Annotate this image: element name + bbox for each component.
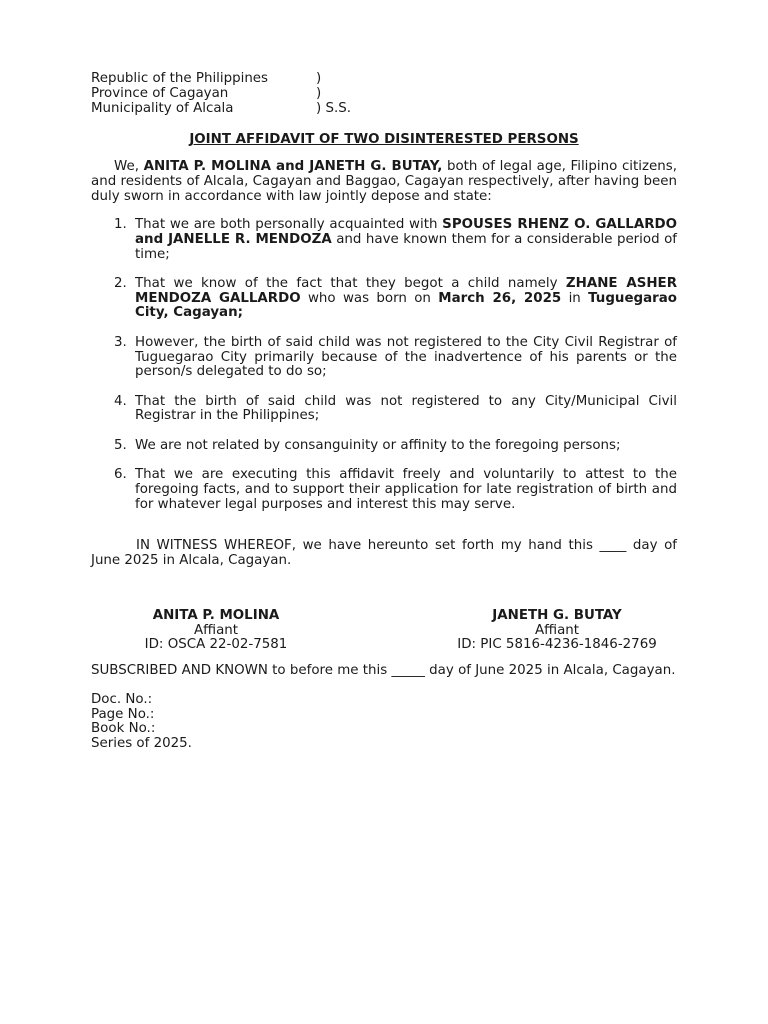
page-number: Page No.: <box>91 706 155 722</box>
book-number: Book No.: <box>91 721 156 737</box>
venue-block <box>91 71 677 116</box>
signatory-role: Affiant <box>193 622 239 638</box>
list-item <box>114 439 677 454</box>
jurat-paragraph: SUBSCRIBED AND KNOWN to before me this _____ day of June 2025 in Alcala, Cagayan. <box>91 663 676 679</box>
statements-list <box>91 218 677 512</box>
signature-block <box>91 609 677 653</box>
signatory-name: JANETH G. BUTAY <box>492 608 622 624</box>
signatory-left <box>91 609 341 653</box>
item-number: 3. <box>114 334 127 350</box>
item-number: 1. <box>114 217 127 232</box>
item-number: 5. <box>114 437 127 453</box>
venue-country: Republic of the Philippines <box>91 71 269 86</box>
signatory-id: ID: PIC 5816-4236-1846-2769 <box>457 637 657 653</box>
item-number: 2. <box>114 275 127 291</box>
intro-rest: both of legal age, Filipino citizens, and residents of Alcala, Cagayan and Baggao, Cagayan respectively, after having been duly sworn in accordance with law jointly depose and state: <box>91 159 677 205</box>
document-title: JOINT AFFIDAVIT OF TWO DISINTERESTED PERSONS <box>189 132 579 147</box>
item-text: That the birth of said child was not registered to any City/Municipal Civil Registrar in the Philippines; <box>135 393 677 424</box>
spouses-names: SPOUSES RHENZ O. GALLARDO and JANELLE R. MENDOZA <box>135 217 677 247</box>
item-text-part: That we are both personally acquainted with <box>135 217 443 232</box>
item-number: 4. <box>114 393 127 409</box>
item-text <box>135 277 677 321</box>
birth-place: Tuguegarao City, Cagayan; <box>135 290 677 321</box>
intro-affiants: ANITA P. MOLINA and JANETH G. BUTAY, <box>143 159 443 174</box>
item-text <box>135 218 677 262</box>
signatory-id: ID: OSCA 22-02-7581 <box>144 637 288 653</box>
series-year: Series of 2025. <box>91 735 192 751</box>
intro-we: We, <box>114 159 144 174</box>
item-text: We are not related by consanguinity or affinity to the foregoing persons; <box>135 437 621 453</box>
list-item <box>114 468 677 512</box>
child-name: ZHANE ASHER MENDOZA GALLARDO <box>135 275 678 306</box>
venue-ss: ) S.S. <box>316 101 351 116</box>
list-item <box>114 336 677 380</box>
item-text-part: who was born on <box>300 290 439 306</box>
birth-date: March 26, 2025 <box>438 290 562 306</box>
list-item <box>114 218 677 262</box>
venue-bracket: ) <box>316 86 322 101</box>
signatory-name: ANITA P. MOLINA <box>152 608 280 624</box>
venue-line <box>91 71 677 86</box>
venue-line <box>91 101 677 116</box>
list-item <box>114 277 677 321</box>
notarial-register <box>91 693 677 751</box>
doc-number: Doc. No.: <box>91 692 153 708</box>
item-text-part: That we know of the fact that they begot a child namely <box>135 275 566 291</box>
item-text-part: and have known them for a considerable period of time; <box>135 231 678 262</box>
item-text: That we are executing this affidavit freely and voluntarily to attest to the foregoing facts, and to support their application for late registration of birth and for whatever legal purposes and interest this may serve. <box>135 467 677 512</box>
signatory-role: Affiant <box>534 622 580 638</box>
venue-province: Province of Cagayan <box>91 86 229 101</box>
signatory-right <box>427 609 687 653</box>
witness-paragraph: IN WITNESS WHEREOF, we have hereunto set forth my hand this ____ day of June 2025 in Alcala, Cagayan. <box>91 538 677 569</box>
list-item <box>114 395 677 425</box>
item-number: 6. <box>114 467 127 483</box>
item-text-part: in <box>561 290 589 306</box>
venue-line <box>91 86 677 101</box>
intro-paragraph <box>91 159 677 205</box>
item-text: However, the birth of said child was not registered to the City Civil Registrar of Tuguegarao City primarily because of the inadvertence of his parents or the person/s delegated to do so; <box>135 334 677 380</box>
venue-municipality: Municipality of Alcala <box>91 101 234 116</box>
venue-bracket: ) <box>316 71 322 86</box>
